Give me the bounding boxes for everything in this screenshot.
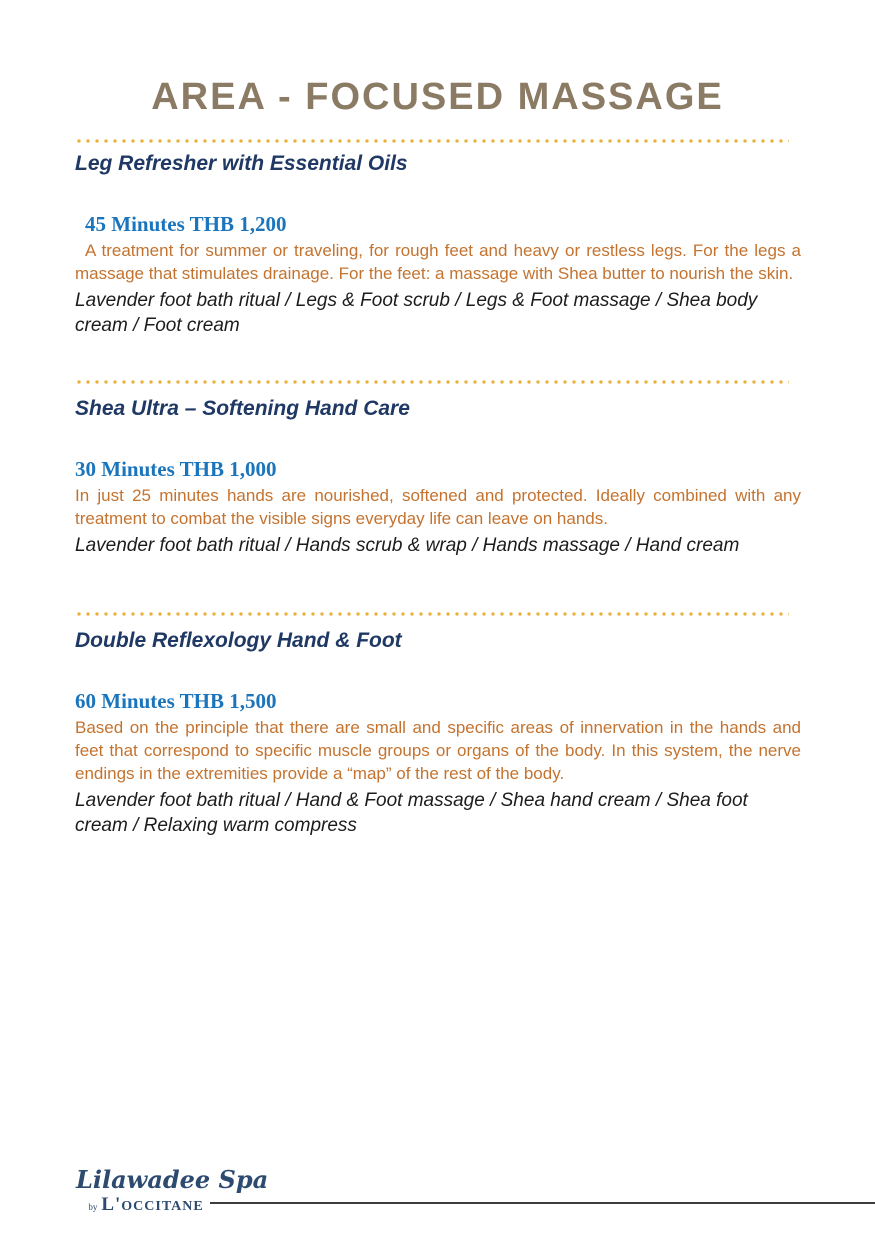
section-divider	[77, 380, 789, 384]
treatment-description: In just 25 minutes hands are nourished, softened and protected. Ideally combined with any treatment to combat the visible signs everyday life can leave on hands.	[75, 486, 801, 528]
treatment-price: 60 Minutes THB 1,500	[75, 689, 277, 713]
treatment-inclusions: Lavender foot bath ritual / Hands scrub & wrap / Hands massage / Hand cream	[75, 535, 740, 556]
treatment-section	[75, 139, 801, 338]
treatment-description: A treatment for summer or traveling, for rough feet and heavy or restless legs. For the legs a massage that stimulates drainage. For the feet: a massage with Shea butter to nourish the skin.	[75, 241, 801, 283]
treatment-price: 30 Minutes THB 1,000	[75, 457, 277, 481]
page-title: AREA - FOCUSED MASSAGE	[151, 76, 724, 118]
treatment-heading: Double Reflexology Hand & Foot	[75, 629, 402, 652]
footer-rule	[210, 1202, 875, 1204]
treatment-inclusions: Lavender foot bath ritual / Hand & Foot massage / Shea hand cream / Shea foot cream / Relaxing warm compress	[75, 790, 748, 836]
lilawadee-spa-logo: Lilawadee Spa	[76, 1165, 269, 1194]
section-divider	[77, 612, 789, 616]
footer-logo	[76, 1165, 269, 1216]
treatment-heading: Leg Refresher with Essential Oils	[75, 152, 408, 175]
treatment-section	[75, 612, 801, 838]
treatment-description: Based on the principle that there are small and specific areas of innervation in the hands and feet that correspond to specific muscle groups or organs of the body. In this system, the nerve endings in the extremities provide a “map” of the rest of the body.	[75, 718, 801, 783]
section-divider	[77, 139, 789, 143]
treatment-heading: Shea Ultra – Softening Hand Care	[75, 397, 410, 420]
loccitane-brand: L'OCCITANE	[101, 1194, 204, 1215]
loccitane-byline	[76, 1194, 216, 1216]
treatment-price: 45 Minutes THB 1,200	[85, 212, 287, 236]
treatment-section	[75, 380, 801, 558]
treatment-inclusions: Lavender foot bath ritual / Legs & Foot scrub / Legs & Foot massage / Shea body cream / Foot cream	[75, 290, 758, 336]
byline-by: by	[88, 1202, 98, 1212]
